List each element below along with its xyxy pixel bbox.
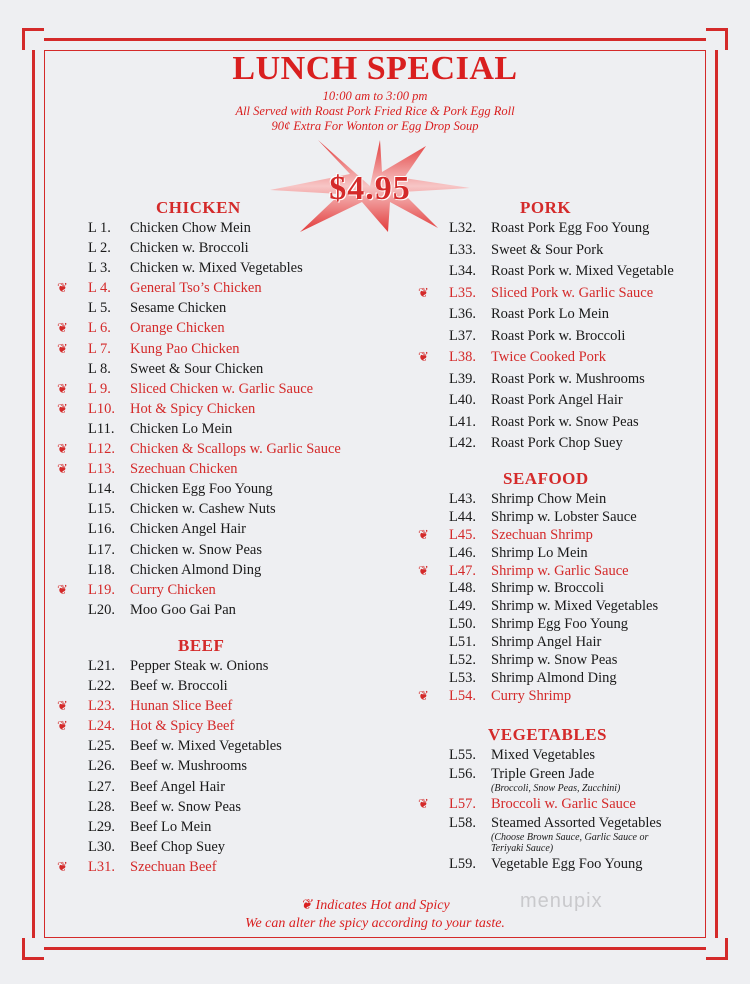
pepper-icon: ❦ — [57, 698, 68, 714]
pepper-icon: ❦ — [57, 340, 68, 356]
item-code: L24. — [88, 718, 115, 735]
item-code: L54. — [449, 687, 476, 704]
item-name: Triple Green Jade — [491, 766, 595, 782]
pepper-icon: ❦ — [57, 320, 68, 336]
legend-hot-text: Indicates Hot and Spicy — [315, 898, 450, 913]
pepper-icon: ❦ — [57, 858, 68, 874]
item-code: L22. — [88, 678, 115, 695]
pepper-icon: ❦ — [418, 349, 429, 364]
item-code: L19. — [88, 581, 115, 598]
item-code: L27. — [88, 778, 115, 795]
item-name: Roast Pork Angel Hair — [491, 392, 623, 408]
item-code: L49. — [449, 598, 476, 615]
item-code: L33. — [449, 241, 476, 258]
menu-item — [449, 764, 661, 783]
item-code: L42. — [449, 435, 476, 451]
item-name: Hunan Slice Beef — [130, 698, 233, 715]
item-name: Steamed Assorted Vegetables — [491, 815, 662, 831]
legend-alter-text: We can alter the spicy according to your taste. — [245, 916, 505, 931]
corner-ornament — [706, 938, 728, 960]
pepper-icon: ❦ — [57, 400, 68, 416]
item-name: Vegetable Egg Foo Young — [491, 856, 643, 872]
item-code: L20. — [88, 601, 115, 618]
item-name: Orange Chicken — [130, 320, 225, 337]
item-name: Sliced Pork w. Garlic Sauce — [491, 284, 654, 301]
item-name: Beef w. Mixed Vegetables — [130, 738, 282, 755]
item-code: L56. — [449, 766, 476, 782]
corner-ornament — [22, 938, 44, 960]
item-code: L16. — [88, 521, 115, 538]
item-code: L29. — [88, 818, 115, 835]
item-name: Mixed Vegetables — [491, 747, 596, 763]
item-code: L 1. — [88, 220, 111, 236]
item-name: Shrimp Almond Ding — [491, 669, 617, 686]
section-title-seafood: SEAFOOD — [503, 469, 589, 488]
item-code: L35. — [449, 284, 476, 301]
item-code: L40. — [449, 392, 476, 408]
hours-text: 10:00 am to 3:00 pm — [322, 89, 428, 103]
item-code: L 8. — [88, 360, 111, 377]
item-name: Shrimp Angel Hair — [491, 634, 602, 651]
item-name: Sesame Chicken — [130, 300, 227, 317]
item-code: L59. — [449, 856, 476, 872]
item-name: Beef Chop Suey — [130, 838, 226, 855]
item-code: L17. — [88, 541, 115, 558]
item-name: Beef Angel Hair — [130, 778, 226, 795]
item-name: Shrimp w. Broccoli — [491, 580, 605, 597]
item-name: Roast Pork w. Snow Peas — [491, 413, 639, 430]
item-code: L37. — [449, 327, 476, 344]
item-code: L12. — [88, 441, 115, 458]
item-code: L28. — [88, 798, 115, 815]
item-code: L 4. — [88, 280, 111, 297]
item-code: L51. — [449, 634, 476, 651]
item-code: L21. — [88, 658, 115, 674]
item-name: Shrimp Egg Foo Young — [491, 616, 628, 633]
item-name: Szechuan Chicken — [130, 461, 238, 478]
item-name: Twice Cooked Pork — [491, 349, 606, 365]
corner-ornament — [22, 28, 44, 50]
item-code: L58. — [449, 815, 476, 831]
item-code: L26. — [88, 758, 115, 775]
item-code: L 6. — [88, 320, 111, 337]
item-name: Sliced Chicken w. Garlic Sauce — [130, 380, 314, 397]
pepper-icon: ❦ — [418, 284, 429, 300]
item-name: Chicken Almond Ding — [130, 561, 262, 578]
menu-item — [449, 813, 661, 832]
item-name: Chicken Egg Foo Young — [130, 481, 273, 498]
item-name: Hot & Spicy Chicken — [130, 400, 256, 417]
item-code: L 3. — [88, 260, 111, 277]
item-note: (Broccoli, Snow Peas, Zucchini) — [491, 783, 621, 794]
item-name: Curry Shrimp — [491, 687, 572, 704]
item-name: Roast Pork w. Mushrooms — [491, 370, 645, 387]
pepper-icon: ❦ — [57, 441, 68, 457]
item-name: Szechuan Beef — [130, 858, 217, 875]
section-title-pork: PORK — [520, 198, 572, 217]
item-name: Roast Pork w. Broccoli — [491, 327, 626, 344]
item-name: Beef w. Snow Peas — [130, 798, 242, 815]
pepper-icon: ❦ — [57, 380, 68, 396]
item-name: Shrimp Chow Mein — [491, 491, 607, 507]
item-name: Chicken w. Snow Peas — [130, 541, 262, 558]
item-code: L15. — [88, 501, 115, 518]
pepper-icon: ❦ — [57, 461, 68, 477]
price-badge: $4.95 — [329, 170, 411, 207]
item-code: L43. — [449, 491, 476, 507]
menu-item — [449, 745, 661, 764]
item-code: L53. — [449, 669, 476, 686]
item-code: L11. — [88, 420, 115, 437]
watermark: menupix — [520, 890, 603, 912]
item-name: Chicken w. Cashew Nuts — [130, 501, 276, 518]
pepper-icon: ❦ — [418, 687, 429, 703]
item-code: L 7. — [88, 340, 111, 357]
menu-item — [418, 794, 661, 813]
item-name: Roast Pork w. Mixed Vegetable — [491, 263, 674, 279]
item-code: L34. — [449, 263, 476, 279]
vegetables-list — [418, 745, 662, 873]
item-code: L25. — [88, 738, 115, 755]
item-code: L57. — [449, 796, 476, 812]
item-code: L52. — [449, 652, 476, 669]
item-name: Hot & Spicy Beef — [130, 718, 235, 735]
item-code: L39. — [449, 370, 476, 387]
item-code: L14. — [88, 481, 115, 498]
item-name: Curry Chicken — [130, 581, 216, 598]
item-name: Shrimp Lo Mein — [491, 544, 588, 561]
item-name: Roast Pork Chop Suey — [491, 435, 623, 451]
item-name: Moo Goo Gai Pan — [130, 601, 236, 618]
item-code: L18. — [88, 561, 115, 578]
item-name: Chicken Lo Mein — [130, 420, 233, 437]
section-title-chicken: CHICKEN — [156, 198, 241, 217]
item-name: Chicken Chow Mein — [130, 220, 251, 236]
item-name: Pepper Steak w. Onions — [130, 658, 269, 674]
pepper-icon: ❦ — [57, 280, 68, 296]
item-code: L50. — [449, 616, 476, 633]
item-name: Broccoli w. Garlic Sauce — [491, 796, 636, 812]
item-code: L23. — [88, 698, 115, 715]
item-name: Chicken w. Broccoli — [130, 240, 249, 257]
item-code: L41. — [449, 413, 476, 430]
item-code: L 2. — [88, 240, 111, 257]
page-title: LUNCH SPECIAL — [232, 50, 518, 87]
section-title-beef: BEEF — [178, 636, 225, 655]
pepper-icon: ❦ — [300, 898, 313, 913]
item-name: Sweet & Sour Chicken — [130, 360, 264, 377]
served-with-text: All Served with Roast Pork Fried Rice & Pork Egg Roll — [235, 104, 515, 118]
item-name: Sweet & Sour Pork — [491, 241, 604, 258]
item-note: (Choose Brown Sauce, Garlic Sauce or Teriyaki Sauce) — [491, 832, 649, 854]
item-name: Chicken & Scallops w. Garlic Sauce — [130, 441, 341, 458]
corner-ornament — [706, 28, 728, 50]
item-code: L 5. — [88, 300, 111, 317]
menu-item — [449, 854, 661, 873]
pepper-icon: ❦ — [418, 562, 429, 578]
item-code: L55. — [449, 747, 476, 763]
soup-extra-text: 90¢ Extra For Wonton or Egg Drop Soup — [271, 119, 479, 133]
item-code: L31. — [88, 858, 115, 875]
item-name: Beef Lo Mein — [130, 818, 212, 835]
item-name: Chicken Angel Hair — [130, 521, 246, 538]
item-name: Shrimp w. Lobster Sauce — [491, 508, 637, 525]
item-code: L44. — [449, 508, 476, 525]
item-name: Beef w. Broccoli — [130, 678, 228, 695]
pepper-icon: ❦ — [57, 581, 68, 597]
section-title-vegetables: VEGETABLES — [488, 725, 608, 744]
item-name: Shrimp w. Garlic Sauce — [491, 562, 629, 579]
item-name: Kung Pao Chicken — [130, 340, 240, 357]
item-name: Beef w. Mushrooms — [130, 758, 248, 775]
item-name: Roast Pork Egg Foo Young — [491, 220, 650, 236]
legend-hot — [0, 897, 750, 914]
item-code: L32. — [449, 220, 476, 236]
item-code: L47. — [449, 562, 476, 579]
item-code: L36. — [449, 306, 476, 322]
item-code: L48. — [449, 580, 476, 597]
pepper-icon: ❦ — [57, 718, 68, 734]
item-code: L45. — [449, 526, 476, 543]
item-code: L38. — [449, 349, 476, 365]
item-code: L13. — [88, 461, 115, 478]
item-code: L 9. — [88, 380, 111, 397]
item-name: Chicken w. Mixed Vegetables — [130, 260, 303, 277]
item-code: L46. — [449, 544, 476, 561]
item-code: L10. — [88, 400, 115, 417]
item-name: Shrimp w. Mixed Vegetables — [491, 598, 659, 615]
item-name: Szechuan Shrimp — [491, 526, 593, 543]
pepper-icon: ❦ — [418, 796, 429, 811]
item-name: Roast Pork Lo Mein — [491, 306, 610, 322]
item-code: L30. — [88, 838, 115, 855]
item-name: General Tso’s Chicken — [130, 280, 262, 297]
item-name: Shrimp w. Snow Peas — [491, 652, 618, 669]
pepper-icon: ❦ — [418, 526, 429, 542]
